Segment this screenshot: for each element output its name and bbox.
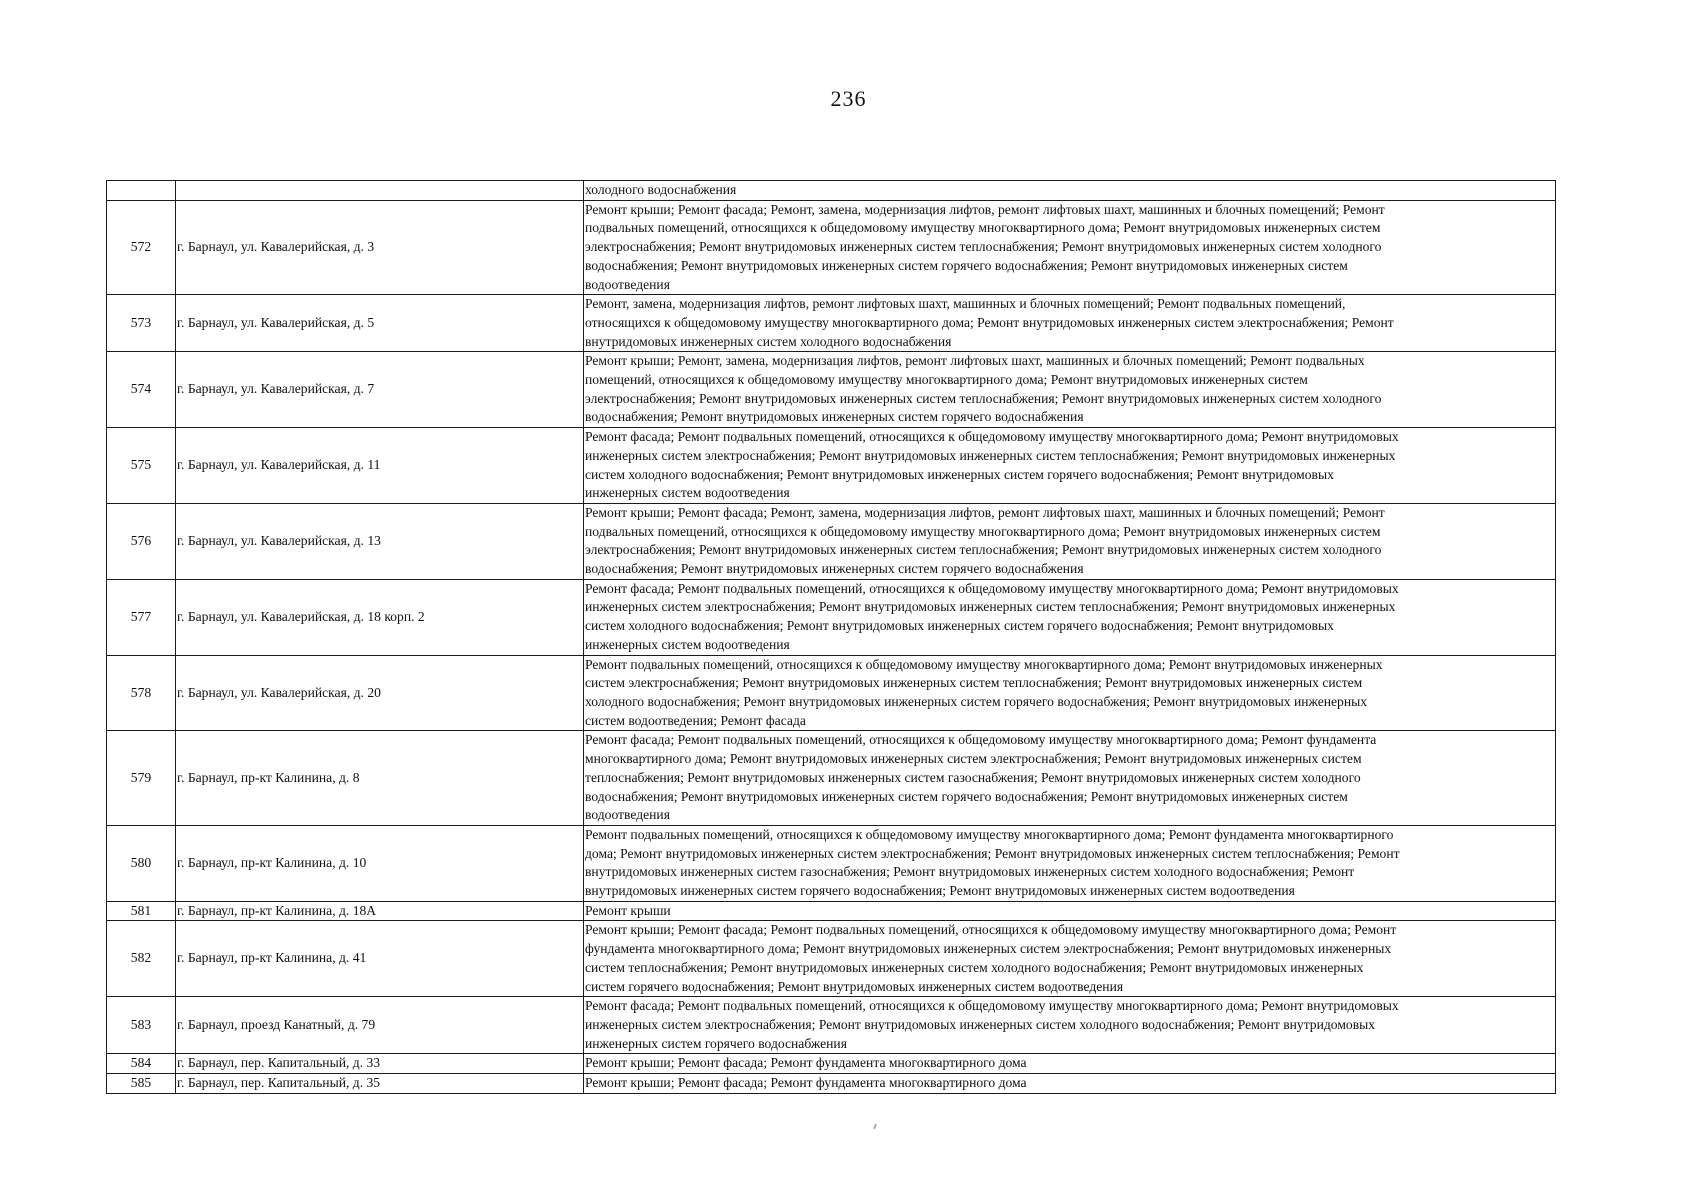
row-address: г. Барнаул, проезд Канатный, д. 79	[176, 997, 584, 1054]
row-address: г. Барнаул, ул. Кавалерийская, д. 13	[176, 503, 584, 579]
row-address: г. Барнаул, пр-кт Калинина, д. 18А	[176, 901, 584, 921]
row-address: г. Барнаул, ул. Кавалерийская, д. 11	[176, 428, 584, 504]
row-works: Ремонт фасада; Ремонт подвальных помещений, относящихся к общедомовому имуществу многоквартирного дома; Ремонт внутридомовых инженерных систем электроснабжения; Ремонт внутридомовых инженерных систем теплоснабжения; Ремонт внутридомовых инженерных систем холодного водоснабжения; Ремонт внутридомовых инженерных систем горячего водоснабжения; Ремонт внутридомовых инженерных систем водоотведения	[584, 428, 1556, 504]
table-row	[107, 825, 1556, 901]
table-row	[107, 200, 1556, 295]
row-address: г. Барнаул, ул. Кавалерийская, д. 18 корп. 2	[176, 579, 584, 655]
row-number: 582	[107, 921, 176, 997]
table-row	[107, 655, 1556, 731]
page-number: 236	[830, 86, 867, 111]
row-works: Ремонт крыши	[584, 901, 1556, 921]
row-works: Ремонт фасада; Ремонт подвальных помещений, относящихся к общедомовому имуществу многоквартирного дома; Ремонт внутридомовых инженерных систем электроснабжения; Ремонт внутридомовых инженерных систем теплоснабжения; Ремонт внутридомовых инженерных систем холодного водоснабжения; Ремонт внутридомовых инженерных систем горячего водоснабжения; Ремонт внутридомовых инженерных систем водоотведения	[584, 579, 1556, 655]
table-row	[107, 731, 1556, 826]
row-number: 583	[107, 997, 176, 1054]
row-address	[176, 181, 584, 201]
row-works: Ремонт крыши; Ремонт фасада; Ремонт, замена, модернизация лифтов, ремонт лифтовых шахт, машинных и блочных помещений; Ремонт подвальных помещений, относящихся к общедомовому имуществу многоквартирного дома; Ремонт внутридомовых инженерных систем электроснабжения; Ремонт внутридомовых инженерных систем теплоснабжения; Ремонт внутридомовых инженерных систем холодного водоснабжения; Ремонт внутридомовых инженерных систем горячего водоснабжения; Ремонт внутридомовых инженерных систем водоотведения	[584, 200, 1556, 295]
row-address: г. Барнаул, ул. Кавалерийская, д. 5	[176, 295, 584, 352]
row-address: г. Барнаул, пер. Капитальный, д. 35	[176, 1074, 584, 1094]
row-address: г. Барнаул, пер. Капитальный, д. 33	[176, 1054, 584, 1074]
repair-registry-table	[106, 180, 1556, 1094]
row-number: 574	[107, 352, 176, 428]
row-number: 572	[107, 200, 176, 295]
row-number: 584	[107, 1054, 176, 1074]
row-works: Ремонт подвальных помещений, относящихся к общедомовому имуществу многоквартирного дома; Ремонт внутридомовых инженерных систем электроснабжения; Ремонт внутридомовых инженерных систем теплоснабжения; Ремонт внутридомовых инженерных систем холодного водоснабжения; Ремонт внутридомовых инженерных систем горячего водоснабжения; Ремонт внутридомовых инженерных систем водоотведения; Ремонт фасада	[584, 655, 1556, 731]
table-row	[107, 352, 1556, 428]
scan-speck	[873, 1124, 877, 1129]
table-row	[107, 997, 1556, 1054]
table-row	[107, 503, 1556, 579]
row-number: 576	[107, 503, 176, 579]
row-number	[107, 181, 176, 201]
row-number: 585	[107, 1074, 176, 1094]
row-number: 581	[107, 901, 176, 921]
row-works: Ремонт фасада; Ремонт подвальных помещений, относящихся к общедомовому имуществу многоквартирного дома; Ремонт фундамента многоквартирного дома; Ремонт внутридомовых инженерных систем электроснабжения; Ремонт внутридомовых инженерных систем теплоснабжения; Ремонт внутридомовых инженерных систем газоснабжения; Ремонт внутридомовых инженерных систем холодного водоснабжения; Ремонт внутридомовых инженерных систем горячего водоснабжения; Ремонт внутридомовых инженерных систем водоотведения	[584, 731, 1556, 826]
registry-body	[107, 181, 1556, 1094]
row-works: Ремонт подвальных помещений, относящихся к общедомовому имуществу многоквартирного дома; Ремонт фундамента многоквартирного дома; Ремонт внутридомовых инженерных систем электроснабжения; Ремонт внутридомовых инженерных систем теплоснабжения; Ремонт внутридомовых инженерных систем газоснабжения; Ремонт внутридомовых инженерных систем холодного водоснабжения; Ремонт внутридомовых инженерных систем горячего водоснабжения; Ремонт внутридомовых инженерных систем водоотведения	[584, 825, 1556, 901]
row-address: г. Барнаул, ул. Кавалерийская, д. 3	[176, 200, 584, 295]
row-number: 578	[107, 655, 176, 731]
row-number: 580	[107, 825, 176, 901]
table-row	[107, 295, 1556, 352]
table-row	[107, 579, 1556, 655]
table-row	[107, 181, 1556, 201]
table-row	[107, 428, 1556, 504]
row-address: г. Барнаул, ул. Кавалерийская, д. 7	[176, 352, 584, 428]
row-number: 577	[107, 579, 176, 655]
row-works: Ремонт крыши; Ремонт, замена, модернизация лифтов, ремонт лифтовых шахт, машинных и блочных помещений; Ремонт подвальных помещений, относящихся к общедомовому имуществу многоквартирного дома; Ремонт внутридомовых инженерных систем электроснабжения; Ремонт внутридомовых инженерных систем теплоснабжения; Ремонт внутридомовых инженерных систем холодного водоснабжения; Ремонт внутридомовых инженерных систем горячего водоснабжения	[584, 352, 1556, 428]
row-number: 579	[107, 731, 176, 826]
row-works: Ремонт, замена, модернизация лифтов, ремонт лифтовых шахт, машинных и блочных помещений; Ремонт подвальных помещений, относящихся к общедомовому имуществу многоквартирного дома; Ремонт внутридомовых инженерных систем электроснабжения; Ремонт внутридомовых инженерных систем холодного водоснабжения	[584, 295, 1556, 352]
row-number: 573	[107, 295, 176, 352]
row-address: г. Барнаул, пр-кт Калинина, д. 8	[176, 731, 584, 826]
table-row	[107, 921, 1556, 997]
row-number: 575	[107, 428, 176, 504]
row-works: Ремонт крыши; Ремонт фасада; Ремонт фундамента многоквартирного дома	[584, 1054, 1556, 1074]
table-row	[107, 901, 1556, 921]
row-address: г. Барнаул, пр-кт Калинина, д. 41	[176, 921, 584, 997]
row-works: холодного водоснабжения	[584, 181, 1556, 201]
row-works: Ремонт крыши; Ремонт фасада; Ремонт, замена, модернизация лифтов, ремонт лифтовых шахт, машинных и блочных помещений; Ремонт подвальных помещений, относящихся к общедомовому имуществу многоквартирного дома; Ремонт внутридомовых инженерных систем электроснабжения; Ремонт внутридомовых инженерных систем теплоснабжения; Ремонт внутридомовых инженерных систем холодного водоснабжения; Ремонт внутридомовых инженерных систем горячего водоснабжения	[584, 503, 1556, 579]
row-works: Ремонт фасада; Ремонт подвальных помещений, относящихся к общедомовому имуществу многоквартирного дома; Ремонт внутридомовых инженерных систем электроснабжения; Ремонт внутридомовых инженерных систем холодного водоснабжения; Ремонт внутридомовых инженерных систем горячего водоснабжения	[584, 997, 1556, 1054]
table-row	[107, 1054, 1556, 1074]
row-address: г. Барнаул, пр-кт Калинина, д. 10	[176, 825, 584, 901]
row-works: Ремонт крыши; Ремонт фасада; Ремонт подвальных помещений, относящихся к общедомовому имуществу многоквартирного дома; Ремонт фундамента многоквартирного дома; Ремонт внутридомовых инженерных систем электроснабжения; Ремонт внутридомовых инженерных систем теплоснабжения; Ремонт внутридомовых инженерных систем холодного водоснабжения; Ремонт внутридомовых инженерных систем горячего водоснабжения; Ремонт внутридомовых инженерных систем водоотведения	[584, 921, 1556, 997]
table-row	[107, 1074, 1556, 1094]
row-address: г. Барнаул, ул. Кавалерийская, д. 20	[176, 655, 584, 731]
row-works: Ремонт крыши; Ремонт фасада; Ремонт фундамента многоквартирного дома	[584, 1074, 1556, 1094]
